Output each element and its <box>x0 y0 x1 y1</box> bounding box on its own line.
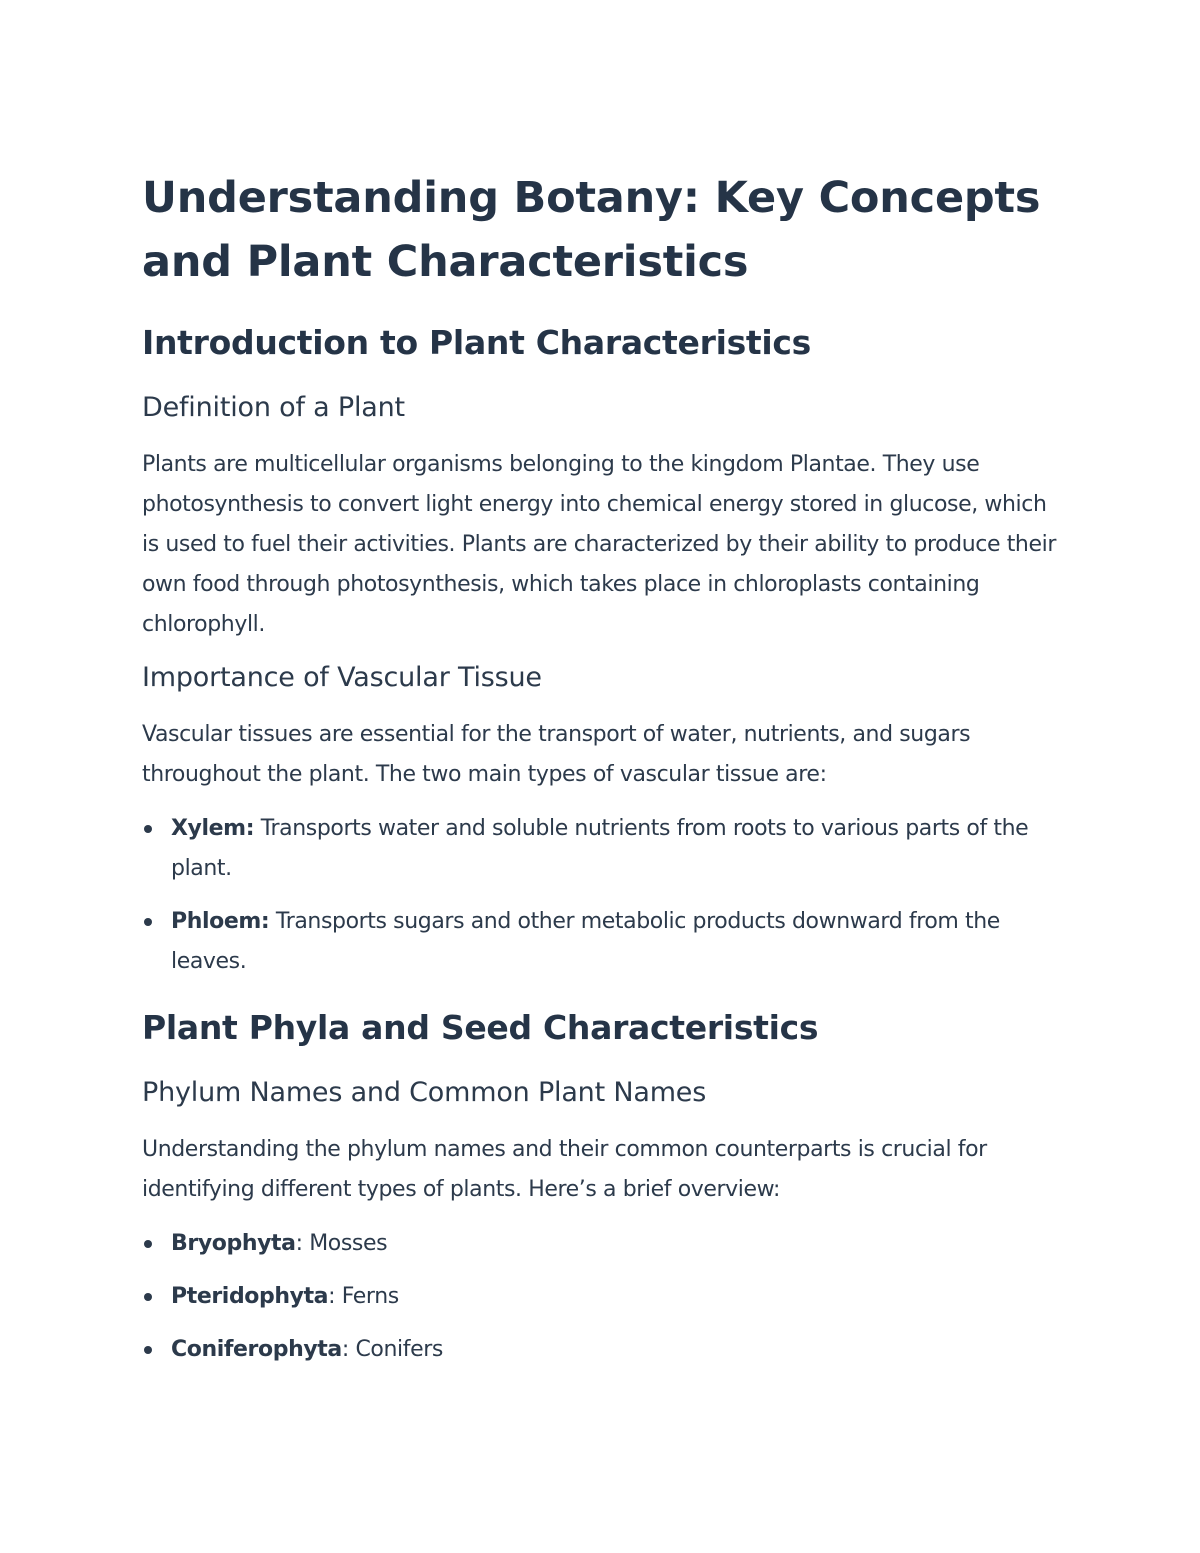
list-item-coniferophyta <box>142 1330 1062 1370</box>
paragraph-vascular-tissue: Vascular tissues are essential for the transport of water, nutrients, and sugars throughout the plant. The two main types of vascular tissue are: <box>142 722 971 787</box>
bullet-icon <box>144 1240 152 1248</box>
subsection-heading-vascular-tissue: Importance of Vascular Tissue <box>142 662 542 693</box>
section-plant-phyla <box>142 1006 1062 1370</box>
bullet-icon <box>144 825 152 833</box>
list-item-bryophyta <box>142 1224 1062 1264</box>
list-item-term: Bryophyta <box>171 1231 296 1256</box>
document-page <box>142 166 1062 1388</box>
subsection-heading-definition: Definition of a Plant <box>142 392 405 423</box>
list-item-separator: : <box>341 1337 349 1362</box>
list-item-phloem <box>142 902 1062 982</box>
list-item-separator: : <box>245 816 255 841</box>
paragraph-phylum-names: Understanding the phylum names and their common counterparts is crucial for identifying different types of plants. Here’s a brief overview: <box>142 1137 987 1202</box>
section-introduction <box>142 321 1062 982</box>
list-item-term: Pteridophyta <box>171 1284 329 1309</box>
list-item-term: Phloem <box>171 909 261 934</box>
list-item-separator: : <box>260 909 270 934</box>
list-item-separator: : <box>328 1284 336 1309</box>
paragraph-definition: Plants are multicellular organisms belonging to the kingdom Plantae. They use photosynthesis to convert light energy into chemical energy stored in glucose, which is used to fuel their activities. Plants are characterized by their ability to produce their own food through photosynthesis, which takes place in chloroplasts containing chlorophyll. <box>142 452 1056 637</box>
bullet-icon <box>144 918 152 926</box>
subsection-heading-phylum-names: Phylum Names and Common Plant Names <box>142 1077 707 1108</box>
phylum-list <box>142 1224 1062 1370</box>
list-item-term: Xylem <box>171 816 246 841</box>
list-item-text: Ferns <box>335 1284 399 1309</box>
list-item-term: Coniferophyta <box>171 1337 342 1362</box>
section-heading-introduction: Introduction to Plant Characteristics <box>142 323 812 362</box>
list-item-xylem <box>142 809 1062 889</box>
section-heading-plant-phyla: Plant Phyla and Seed Characteristics <box>142 1008 819 1047</box>
list-item-separator: : <box>295 1231 303 1256</box>
document-title: Understanding Botany: Key Concepts and Plant Characteristics <box>142 173 1041 287</box>
bullet-icon <box>144 1346 152 1354</box>
vascular-tissue-list <box>142 809 1062 982</box>
list-item-text: Transports water and soluble nutrients from roots to various parts of the plant. <box>171 816 1029 881</box>
list-item-text: Conifers <box>348 1337 443 1362</box>
list-item-text: Mosses <box>302 1231 388 1256</box>
list-item-text: Transports sugars and other metabolic products downward from the leaves. <box>171 909 1000 974</box>
bullet-icon <box>144 1293 152 1301</box>
list-item-pteridophyta <box>142 1277 1062 1317</box>
